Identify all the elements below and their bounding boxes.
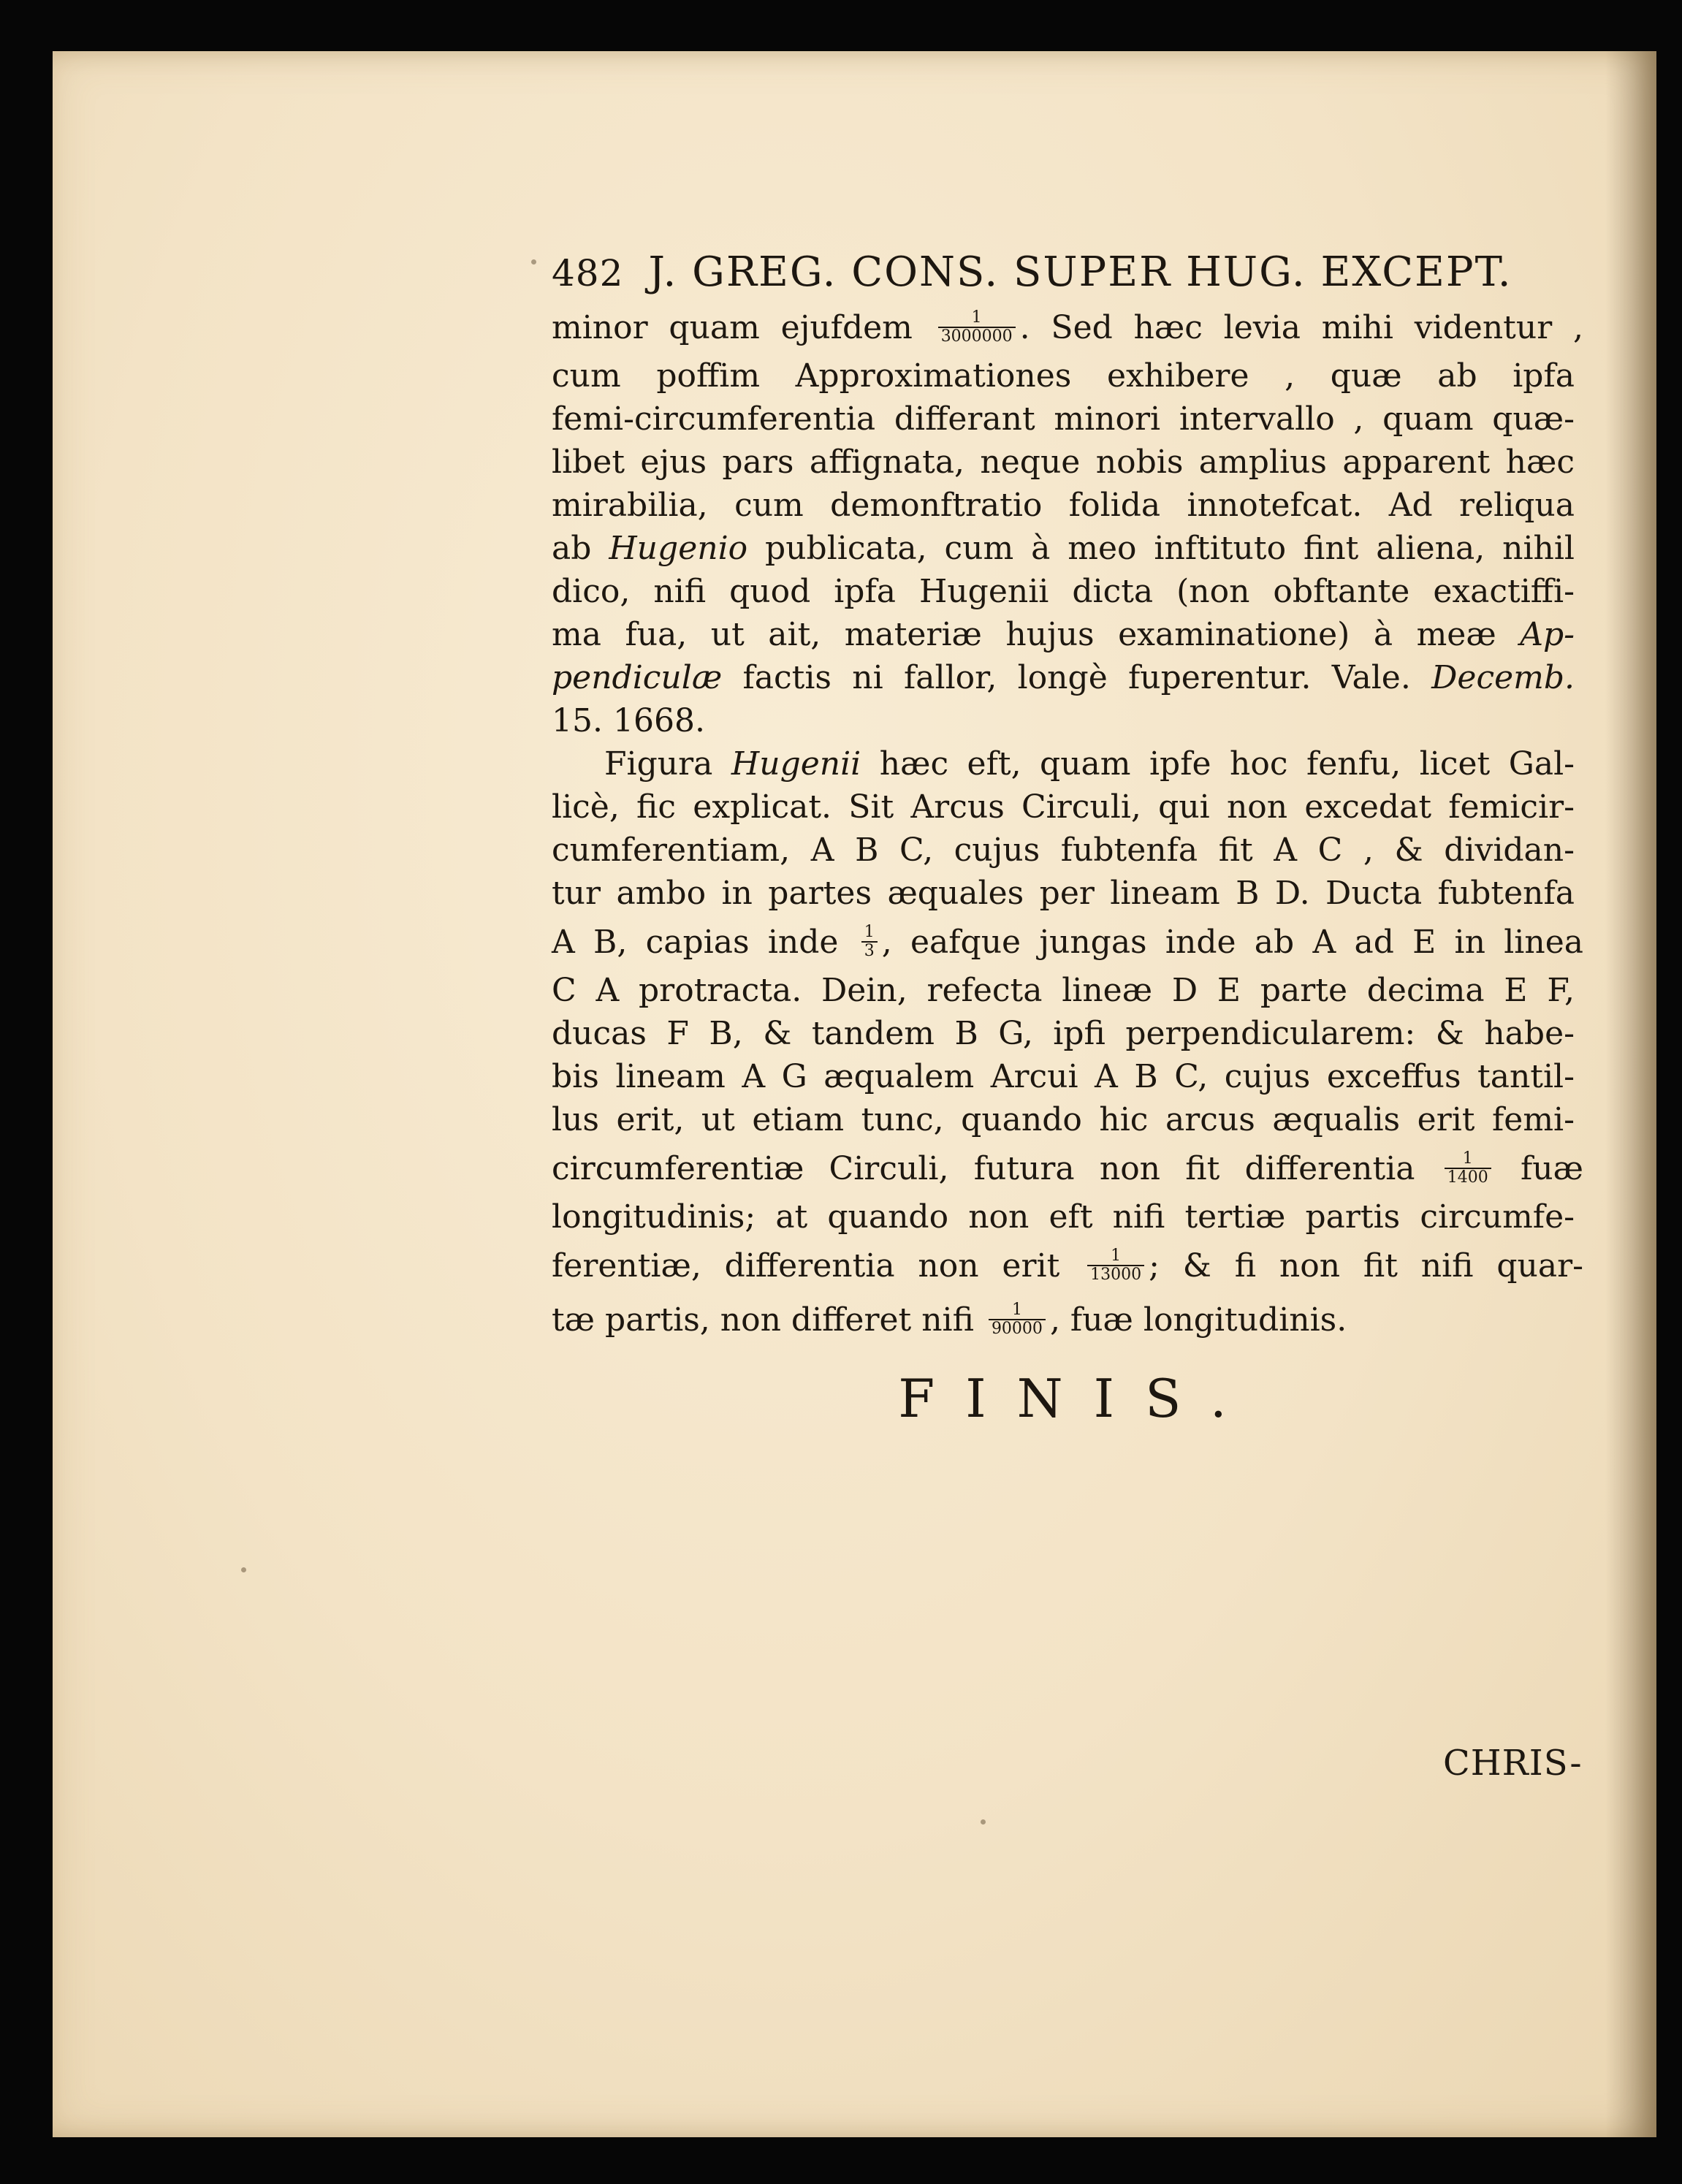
text-line xyxy=(552,527,1575,570)
fraction-denominator: 1400 xyxy=(1445,1168,1491,1187)
text-run: circumferentiæ Circuli, futura non fit differentia xyxy=(552,1149,1440,1187)
text-line xyxy=(552,1098,1575,1141)
paper-speck xyxy=(531,259,536,265)
text-line xyxy=(552,613,1575,656)
text-line xyxy=(552,872,1575,915)
text-line xyxy=(552,829,1575,872)
text-block xyxy=(552,248,1584,1347)
text-line xyxy=(552,742,1575,785)
text-run: libet ejus pars affignata, neque nobis amplius apparent hæc xyxy=(552,444,1575,481)
fraction-denominator: 3000000 xyxy=(938,327,1016,346)
page-edge-shadow xyxy=(1605,51,1656,2137)
text-run: minor quam ejufdem xyxy=(552,308,934,346)
italic-text: Hugenii xyxy=(731,745,861,783)
text-run: cum poffim Approximationes exhibere , quæ ab ipfa xyxy=(552,357,1575,395)
text-run: , fuæ longitudinis. xyxy=(1049,1301,1347,1339)
paper-speck xyxy=(981,1819,986,1825)
text-line xyxy=(552,1239,1583,1293)
text-run: dico, nifi quod ipfa Hugenii dicta (non obftante exactiffi- xyxy=(552,573,1575,610)
text-run: hæc eft, quam ipfe hoc fenfu, licet Gal- xyxy=(861,745,1575,783)
text-line xyxy=(552,1293,1575,1347)
text-line xyxy=(552,699,1575,742)
text-run: licè, fic explicat. Sit Arcus Circuli, qui non excedat femicir- xyxy=(552,788,1575,826)
text-run: mirabilia, cum demonftratio folida innotefcat. Ad reliqua xyxy=(552,487,1575,524)
text-line xyxy=(552,484,1575,527)
fraction xyxy=(861,924,878,960)
fraction-denominator: 13000 xyxy=(1087,1265,1144,1284)
text-run: longitudinis; at quando non eft nifi tertiæ partis circumfe- xyxy=(552,1198,1575,1236)
text-run: tæ partis, non differet nifi xyxy=(552,1301,984,1339)
text-line xyxy=(552,785,1575,829)
italic-text: Decemb. xyxy=(1431,659,1575,696)
text-run: lus erit, ut etiam tunc, quando hic arcus æqualis erit femi- xyxy=(552,1101,1575,1138)
fraction-numerator: 1 xyxy=(971,308,982,327)
book-page xyxy=(53,51,1656,2137)
fraction-numerator: 1 xyxy=(1111,1247,1122,1265)
paper-speck xyxy=(241,1567,246,1572)
text-run: ducas F B, & tandem B G, ipfi perpendicularem: & habe- xyxy=(552,1015,1575,1052)
fraction-denominator: 90000 xyxy=(989,1319,1046,1338)
text-run: cumferentiam, A B C, cujus fubtenfa fit A C , & dividan- xyxy=(552,832,1575,869)
text-run: fuæ xyxy=(1495,1149,1584,1187)
fraction xyxy=(938,309,1016,346)
text-run: bis lineam A G æqualem Arcui A B C, cujus exceffus tantil- xyxy=(552,1058,1575,1095)
fraction-numerator: 1 xyxy=(1462,1149,1473,1168)
text-line xyxy=(552,441,1575,484)
fraction-numerator: 1 xyxy=(864,923,875,941)
fraction xyxy=(1087,1247,1144,1284)
text-run: C A protracta. Dein, refecta lineæ D E parte decima E F, xyxy=(552,972,1575,1009)
catchword: CHRIS- xyxy=(1443,1743,1583,1784)
text-run: A B, capias inde xyxy=(552,923,857,961)
page-number: 482 xyxy=(552,252,624,294)
text-line xyxy=(552,969,1575,1012)
text-line xyxy=(552,397,1575,441)
fraction xyxy=(1445,1150,1491,1187)
text-run: publicata, cum à meo inftituto fint aliena, nihil xyxy=(747,530,1575,567)
text-line xyxy=(552,915,1583,969)
text-line xyxy=(552,354,1575,397)
text-run: . Sed hæc levia mihi videntur , xyxy=(1019,308,1583,346)
text-run: ferentiæ, differentia non erit xyxy=(552,1247,1084,1285)
text-run: ; & fi non fit nifi quar- xyxy=(1149,1247,1583,1285)
text-run: Figura xyxy=(604,745,731,783)
text-run: factis ni fallor, longè fuperentur. Vale. xyxy=(722,659,1432,696)
italic-text: Hugenio xyxy=(609,530,748,567)
fraction-numerator: 1 xyxy=(1011,1301,1022,1319)
text-line xyxy=(552,1012,1575,1055)
running-head xyxy=(552,248,1575,296)
finis-heading: FINIS. xyxy=(898,1368,1257,1429)
italic-text: pendiculæ xyxy=(552,659,723,696)
text-run: , eafque jungas inde ab A ad E in linea xyxy=(881,923,1583,961)
fraction-denominator: 3 xyxy=(861,941,878,960)
fraction xyxy=(989,1301,1046,1338)
text-run: ab xyxy=(552,530,609,567)
text-line xyxy=(552,300,1583,354)
text-line xyxy=(552,1055,1575,1098)
italic-text: Ap- xyxy=(1520,616,1575,653)
text-run: femi-circumferentia differant minori intervallo , quam quæ- xyxy=(552,400,1575,438)
text-run: 15. 1668. xyxy=(552,702,705,739)
text-line xyxy=(552,1141,1584,1195)
body-text xyxy=(552,300,1584,1347)
running-head-title: J. GREG. CONS. SUPER HUG. EXCEPT. xyxy=(648,248,1512,296)
text-run: ma fua, ut ait, materiæ hujus examinatione) à meæ xyxy=(552,616,1521,653)
text-line xyxy=(552,1195,1575,1239)
text-line xyxy=(552,656,1575,699)
text-line xyxy=(552,570,1575,613)
text-run: tur ambo in partes æquales per lineam B D. Ducta fubtenfa xyxy=(552,875,1575,912)
